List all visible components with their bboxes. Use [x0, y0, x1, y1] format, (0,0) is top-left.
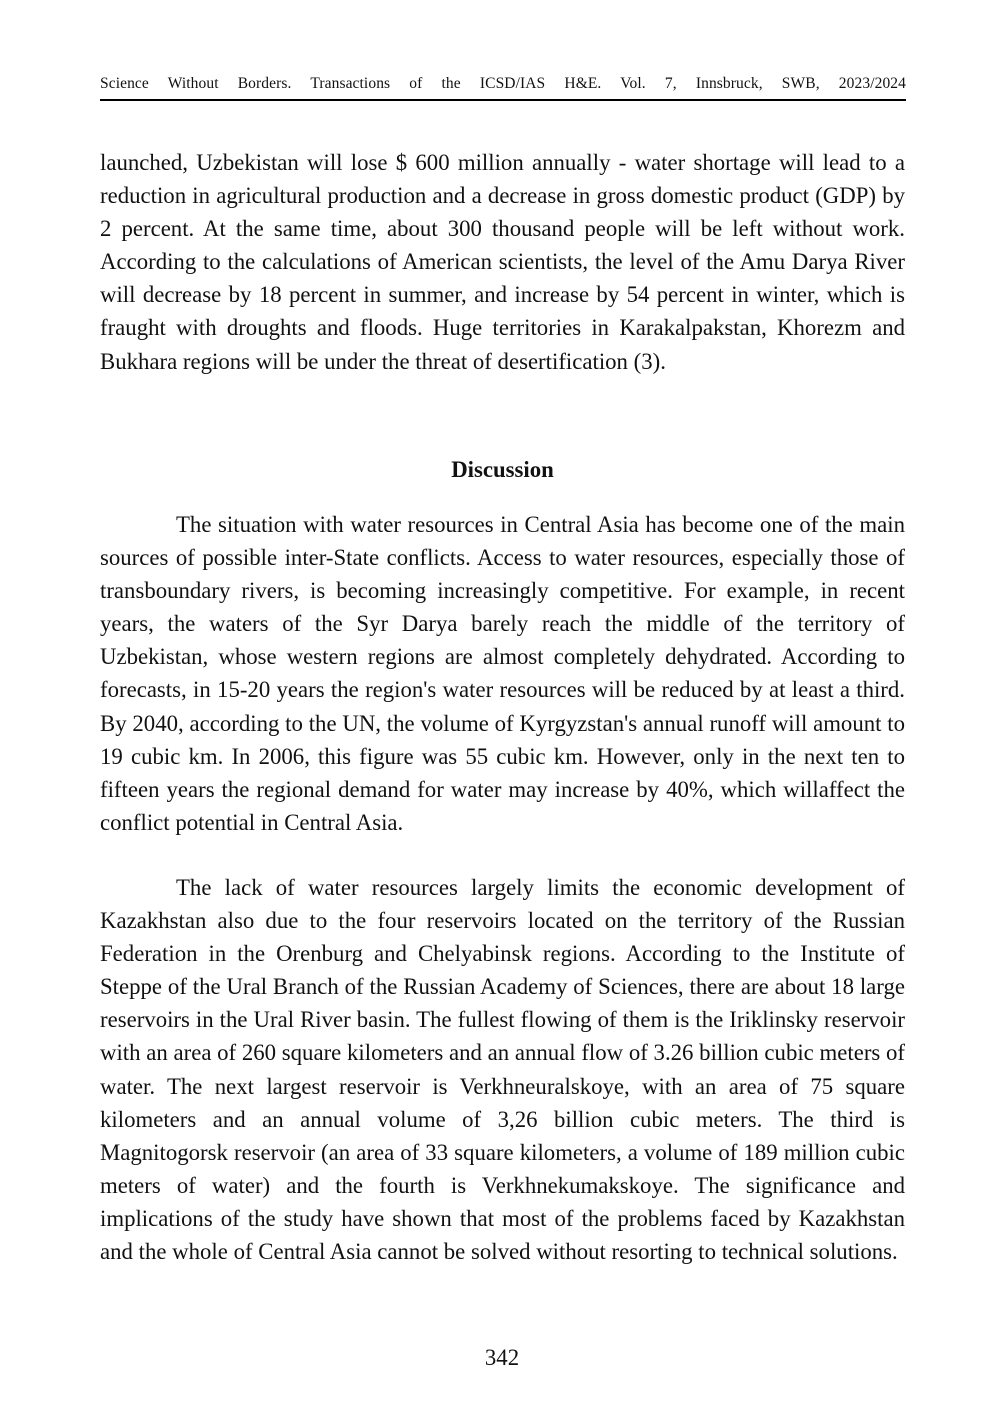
header-rule: [100, 99, 906, 101]
section-heading-discussion: Discussion: [451, 457, 554, 482]
page-number: 342: [484, 1345, 520, 1370]
paragraph-discussion-2: The lack of water resources largely limits the economic development of Kazakhstan also due to the four reservoirs located on the territory of the Russian Federation in the Orenburg and Chelyabinsk regions. According to the Institute of Steppe of the Ural Branch of the Russian Academy of Sciences, there are about 18 large reservoirs in the Ural River basin. The fullest flowing of them is the Iriklinsky reservoir with an area of 260 square kilometers and an annual flow of 3.26 billion cubic meters of water. The next largest reservoir is Verkhneuralskoye, with an area of 75 square kilometers and an annual volume of 3,26 billion cubic meters. The third is Magnitogorsk reservoir (an area of 33 square kilometers, a volume of 189 million cubic meters of water) and the fourth is Verkhnekumakskoye. The significance and implications of the study have shown that most of the problems faced by Kazakhstan and the whole of Central Asia cannot be solved without resorting to technical solutions.: [100, 875, 905, 1265]
paragraph-continuation: launched, Uzbekistan will lose $ 600 million annually - water shortage will lead to a reduction in agricultural production and a decrease in gross domestic product (GDP) by 2 percent. At the same time, about 300 thousand people will be left without work. According to the calculations of American scientists, the level of the Amu Darya River will decrease by 18 percent in summer, and increase by 54 percent in winter, which is fraught with droughts and floods. Huge territories in Karakalpakstan, Khorezm and Bukhara regions will be under the threat of desertification (3).: [100, 150, 905, 374]
paragraph-discussion-1: The situation with water resources in Central Asia has become one of the main sources of possible inter-State conflicts. Access to water resources, especially those of transboundary rivers, is becoming increasingly competitive. For example, in recent years, the waters of the Syr Darya barely reach the middle of the territory of Uzbekistan, whose western regions are almost completely dehydrated. According to forecasts, in 15-20 years the region's water resources will be reduced by at least a third. By 2040, according to the UN, the volume of Kyrgyzstan's annual runoff will amount to 19 cubic km. In 2006, this figure was 55 cubic km. However, only in the next ten to fifteen years the regional demand for water may increase by 40%, which willaffect the conflict potential in Central Asia.: [100, 512, 905, 835]
running-header: Science Without Borders. Transactions of the ICSD/IAS H&E. Vol. 7, Innsbruck, SWB, 2023/2024: [100, 75, 906, 92]
